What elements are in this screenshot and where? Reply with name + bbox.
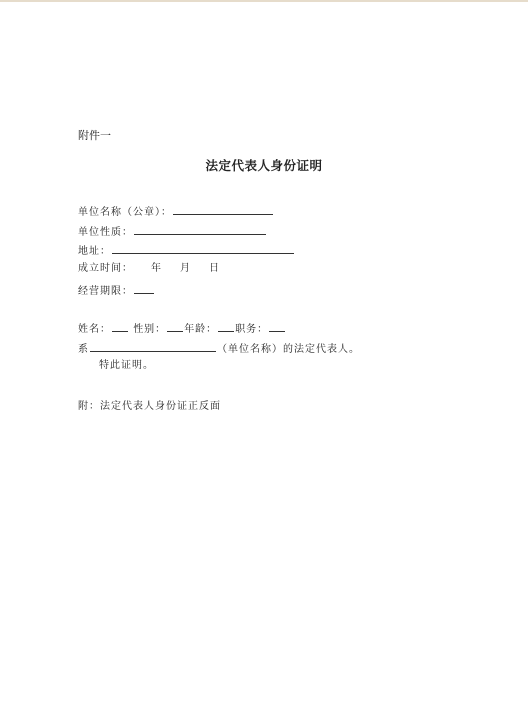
month-label: 月 <box>180 263 191 274</box>
unit-type-blank <box>134 223 266 235</box>
established-row <box>78 262 220 276</box>
statement-prefix: 系 <box>78 344 89 355</box>
position-blank <box>269 320 285 332</box>
unit-type-row <box>78 223 267 240</box>
name-blank <box>112 320 128 332</box>
document-title: 法定代表人身份证明 <box>205 158 323 173</box>
gender-label: 性别： <box>133 324 167 335</box>
day-label: 日 <box>209 263 220 274</box>
address-blank <box>112 242 294 254</box>
address-label: 地址： <box>78 246 111 257</box>
term-label: 经营期限： <box>78 286 133 297</box>
attachment-label: 附件一 <box>78 129 111 142</box>
unit-name-row <box>78 203 274 220</box>
unit-name-blank-2 <box>90 340 216 352</box>
certify-line: 特此证明。 <box>99 360 154 371</box>
age-label: 年龄： <box>184 324 218 335</box>
year-label: 年 <box>151 263 162 274</box>
address-row <box>78 242 295 259</box>
appendix-line: 附：法定代表人身份证正反面 <box>78 401 221 412</box>
unit-name-label: 单位名称（公章）： <box>78 207 172 218</box>
term-row <box>78 282 155 299</box>
person-row <box>78 320 286 337</box>
established-label: 成立时间： <box>78 263 133 274</box>
gender-blank <box>167 320 183 332</box>
position-label: 职务： <box>235 324 269 335</box>
unit-name-blank <box>173 203 273 215</box>
term-blank <box>134 282 154 294</box>
unit-type-label: 单位性质： <box>78 227 133 238</box>
age-blank <box>218 320 234 332</box>
statement-row <box>78 340 360 357</box>
name-label: 姓名： <box>78 324 111 335</box>
statement-suffix: （单位名称）的法定代表人。 <box>217 344 360 355</box>
